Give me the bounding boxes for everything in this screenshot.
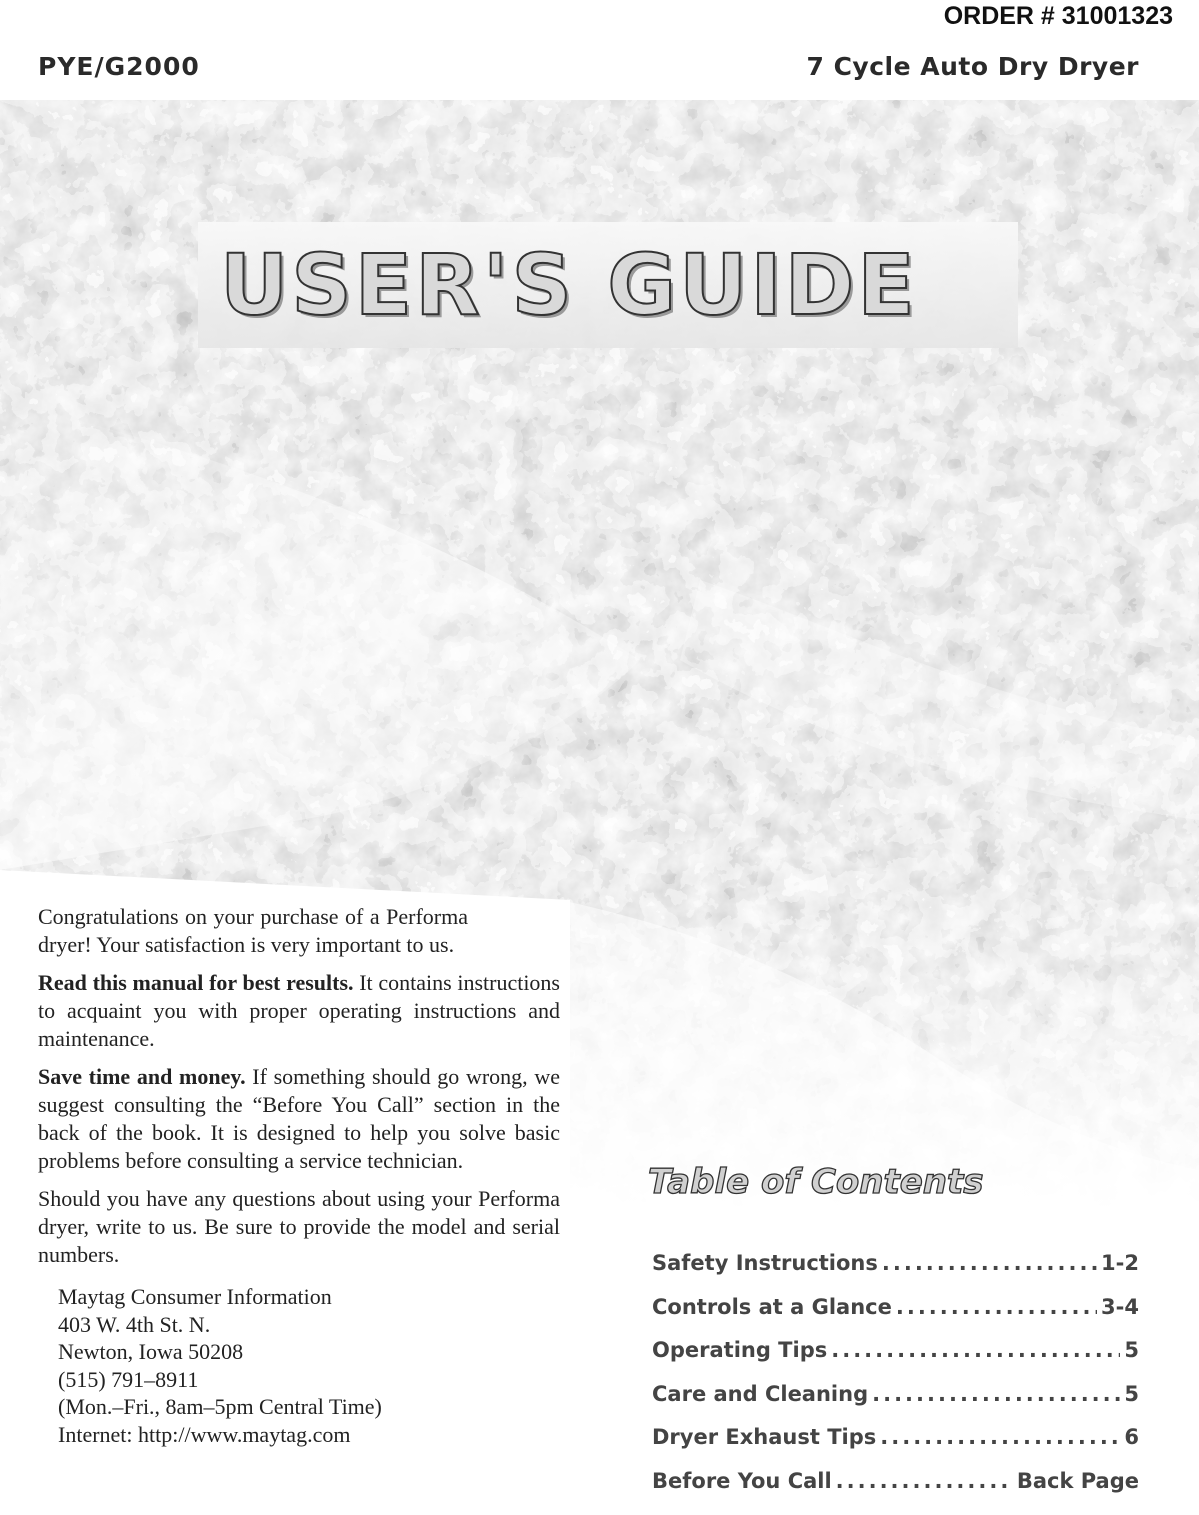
toc-leader [872,1382,1120,1406]
toc-item-safety[interactable] [652,1251,1139,1295]
toc-leader [831,1338,1120,1362]
intro-text [38,903,560,1448]
intro-read-manual [38,969,560,1053]
toc-heading: Table of Contents [648,1162,984,1202]
toc-page: 3-4 [1101,1294,1139,1319]
toc-page: 5 [1124,1338,1139,1363]
contact-address [58,1283,560,1448]
toc-leader [836,1469,1013,1493]
phone-number: (515) 791–8911 [58,1366,199,1392]
website-link[interactable]: Internet: http://www.maytag.com [58,1421,351,1447]
guide-title: USER'S GUIDE [220,236,918,334]
save-time-bold: Save time and money. [38,1064,246,1089]
toc-item-exhaust-tips[interactable] [652,1425,1139,1469]
read-manual-bold: Read this manual for best results. [38,970,354,995]
toc-label: Care and Cleaning [652,1381,869,1406]
toc-page: 5 [1124,1381,1139,1406]
toc-leader [882,1251,1097,1275]
order-number: ORDER # 31001323 [943,2,1173,30]
toc-page: 6 [1124,1425,1139,1450]
toc-leader [880,1425,1120,1449]
save-time-text: If something should go wrong, we suggest consulting the “Before You Call” section in the back of the book. It is designed to help you solve basic problems before consulting a service technician. [38,1064,560,1173]
toc-label: Safety Instructions [652,1251,878,1275]
address-line: Newton, Iowa 50208 [58,1339,244,1364]
table-of-contents [652,1251,1139,1513]
toc-label: Operating Tips [652,1338,828,1363]
toc-leader [896,1295,1097,1319]
toc-page: 1-2 [1101,1251,1139,1275]
office-hours: (Mon.–Fri., 8am–5pm Central Time) [58,1394,382,1419]
toc-item-care-cleaning[interactable] [652,1382,1139,1426]
read-manual-text: It contains instructions to acquaint you with proper operating instructions and maintenance. [38,970,560,1051]
model-number: PYE/G2000 [38,52,200,81]
product-subtitle: 7 Cycle Auto Dry Dryer [806,52,1139,81]
intro-questions: Should you have any questions about using your Performa dryer, write to us. Be sure to provide the model and serial numbers. [38,1186,560,1267]
toc-label: Controls at a Glance [652,1294,892,1319]
intro-congrats: Congratulations on your purchase of a Performa dryer! Your satisfaction is very important to us. [38,904,468,957]
intro-save-time [38,1063,560,1175]
address-line: 403 W. 4th St. N. [58,1311,211,1337]
toc-item-before-you-call[interactable] [652,1469,1139,1513]
toc-label: Dryer Exhaust Tips [652,1425,877,1450]
toc-page: Back Page [1016,1468,1139,1493]
toc-label: Before You Call [652,1468,832,1493]
toc-item-controls[interactable] [652,1295,1139,1339]
toc-item-operating-tips[interactable] [652,1338,1139,1382]
address-line: Maytag Consumer Information [58,1284,332,1309]
